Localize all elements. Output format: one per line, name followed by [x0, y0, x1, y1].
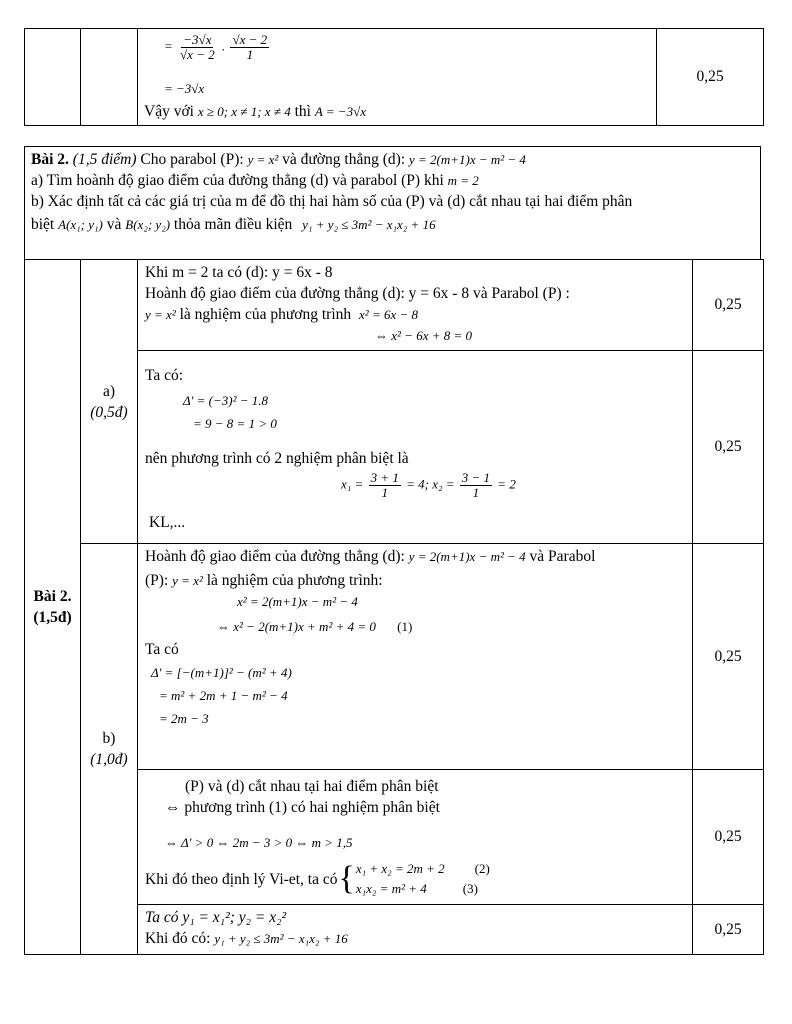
problem-line-1: Bài 2. (1,5 điểm) Cho parabol (P): y = x² và đường thẳng (d): y = 2(m+1)x − m² − 4 [31, 151, 526, 168]
problem-part-b1: b) Xác định tất cả các giá trị của m để đồ thị hai hàm số của (P) và (d) cắt nhau tại hai điểm phân [31, 193, 633, 210]
score-row-4: 0,25 [693, 770, 764, 905]
top-content-cell [138, 29, 657, 126]
part-a-cell: a) (0,5đ) [81, 260, 138, 544]
score-row-3: 0,25 [693, 544, 764, 770]
part-b-cell: b) (1,0đ) [81, 544, 138, 955]
top-table [24, 28, 764, 126]
brace-icon: { [338, 860, 355, 897]
simplified-line: = −3√x [164, 81, 205, 96]
problem-part-b2: biệt A(x₁; y₁) và B(x₂; y₂) thỏa mãn điều kiện y₁ + y₂ ≤ 3m² − x₁x₂ + 16 [31, 216, 436, 233]
problem-statement [24, 146, 761, 259]
problem-part-a: a) Tìm hoành độ giao điểm của đường thẳng (d) và parabol (P) khi m = 2 [31, 172, 479, 189]
solution-row-4: (P) và (d) cắt nhau tại hai điểm phân biệt ⇔ phương trình (1) có hai nghiệm phân biệt ⇔ Δ' > 0 ⇔ 2m − 3 > 0 ⇔ m > 1,5 Khi đó theo định lý Vi-et, ta có { x₁ + x₂ = 2m + 2 (2) x₁x₂ = m² + 4 (3) [138, 770, 693, 905]
top-score: 0,25 [657, 29, 764, 126]
bai-cell: Bài 2. (1,5đ) [25, 260, 81, 955]
frac-line: = $\frac{-3√x}{√x - 2}$ . $\frac{√x - 2}{1}$ [164, 32, 268, 62]
score-row-1: 0,25 [693, 260, 764, 351]
top-col2-cell [81, 29, 138, 126]
solution-row-3: Hoành độ giao điểm của đường thẳng (d): y = 2(m+1)x − m² − 4 và Parabol (P): y = x² là nghiệm của phương trình: x² = 2(m+1)x − m² − 4 ⇔ x² − 2(m+1)x + m² + 4 = 0 (1) Ta có Δ' = [−(m+1)]² − (m² + 4) = m² + 2m + 1 − m² − 4 = 2m − 3 [138, 544, 693, 770]
conclusion-line: Vậy với x ≥ 0; x ≠ 1; x ≠ 4 thì A = −3√x [144, 103, 366, 120]
solution-row-5: Ta có y₁ = x₁²; y₂ = x₂² Khi đó có: y₁ + y₂ ≤ 3m² − x₁x₂ + 16 [138, 905, 693, 955]
score-row-5: 0,25 [693, 905, 764, 955]
top-col1-cell [25, 29, 81, 126]
solution-table [24, 259, 764, 955]
solution-row-2: Ta có: Δ' = (−3)² − 1.8 = 9 − 8 = 1 > 0 nên phương trình có 2 nghiệm phân biệt là x₁ = $\frac{3 + 1}{1}$ = 4; x₂ = $\frac{3 - 1}{1}$ = 2 KL,... [138, 351, 693, 544]
solution-row-1: Khi m = 2 ta có (d): y = 6x - 8 Hoành độ giao điểm của đường thẳng (d): y = 6x - 8 và Parabol (P) : y = x² là nghiệm của phương trình x² = 6x − 8 ⇔ x² − 6x + 8 = 0 [138, 260, 693, 351]
score-row-2: 0,25 [693, 351, 764, 544]
